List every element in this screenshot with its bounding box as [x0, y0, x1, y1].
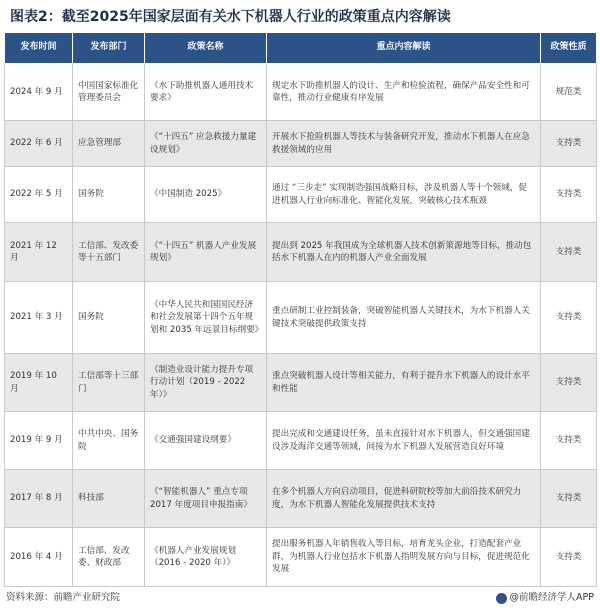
- table-row: [5, 528, 597, 587]
- cell-policy-name: 《中国制造 2025》: [145, 167, 267, 223]
- cell-nature: 支持类: [541, 282, 597, 354]
- cell-nature: 支持类: [541, 412, 597, 470]
- table-row: [5, 64, 597, 121]
- cell-dept: 科技部: [73, 470, 145, 528]
- cell-dept: 国务院: [73, 282, 145, 354]
- cell-nature: 支持类: [541, 167, 597, 223]
- source-note: 资料来源：前瞻产业研究院: [6, 592, 121, 603]
- cell-date: 2024 年 9 月: [5, 64, 73, 121]
- brand-logo-icon: [496, 593, 507, 604]
- header-name: 政策名称: [145, 33, 267, 64]
- cell-content: 提出完成和交通建设任务，虽未直接针对水下机器人，但交通强国建设涉及海洋交通等领域，间接为水下机器人发展营造良好环境: [267, 412, 541, 470]
- cell-dept: 应急管理部: [73, 121, 145, 167]
- table-row: [5, 167, 597, 223]
- brand-label: @前瞻经济学人APP: [509, 592, 594, 603]
- table-row: [5, 470, 597, 528]
- cell-nature: 支持类: [541, 528, 597, 587]
- cell-content: 通过 “三步走” 实现制造强国战略目标，涉及机器人等十个领域，促进机器人行业向标准化、智能化发展，突破核心技术瓶颈: [267, 167, 541, 223]
- table-row: [5, 223, 597, 282]
- cell-dept: 中共中央、国务院: [73, 412, 145, 470]
- cell-content: 提出到 2025 年我国成为全球机器人技术创新策源地等目标，推动包括水下机器人在内的机器人产业全面发展: [267, 223, 541, 282]
- cell-dept: 中国国家标准化管理委员会: [73, 64, 145, 121]
- table-header-row: [5, 33, 597, 64]
- cell-content: 重点突破机器人设计等相关能力，有利于提升水下机器人的设计水平和性能: [267, 354, 541, 412]
- header-date: 发布时间: [5, 33, 73, 64]
- cell-nature: 规范类: [541, 64, 597, 121]
- cell-content: 规定水下助推机器人的设计、生产和检验流程，确保产品安全性和可靠性，推动行业健康有序发展: [267, 64, 541, 121]
- cell-date: 2019 年 10 月: [5, 354, 73, 412]
- page-title: 图表2：截至2025年国家层面有关水下机器人行业的政策重点内容解读: [10, 9, 451, 25]
- cell-policy-name: 《水下助推机器人通用技术要求》: [145, 64, 267, 121]
- cell-date: 2022 年 5 月: [5, 167, 73, 223]
- table-row: [5, 121, 597, 167]
- brand-attribution: [496, 588, 594, 608]
- cell-policy-name: 《交通强国建设纲要》: [145, 412, 267, 470]
- cell-content: 重点研制工业控制装备，突破智能机器人关键技术，为水下机器人关键技术突破提供政策支持: [267, 282, 541, 354]
- cell-dept: 工信部、发改委等十五部门: [73, 223, 145, 282]
- table-row: [5, 354, 597, 412]
- cell-nature: 支持类: [541, 121, 597, 167]
- cell-date: 2019 年 9 月: [5, 412, 73, 470]
- cell-content: 提出服务机器人年销售收入等目标，培育龙头企业，打造配套产业群，为机器人行业包括水下机器人指明发展方向与目标，促进规范化发展: [267, 528, 541, 587]
- cell-policy-name: 《机器人产业发展规划（2016 - 2020 年）》: [145, 528, 267, 587]
- cell-dept: 工信部、发改委、财政部: [73, 528, 145, 587]
- cell-dept: 国务院: [73, 167, 145, 223]
- cell-nature: 支持类: [541, 470, 597, 528]
- header-content: 重点内容解读: [267, 33, 541, 64]
- cell-policy-name: 《“十四五” 机器人产业发展规划》: [145, 223, 267, 282]
- cell-dept: 工信部等十三部门: [73, 354, 145, 412]
- table-row: [5, 412, 597, 470]
- cell-nature: 支持类: [541, 354, 597, 412]
- cell-policy-name: 《“十四五” 应急救援力量建设规划》: [145, 121, 267, 167]
- table-row: [5, 282, 597, 354]
- header-nature: 政策性质: [541, 33, 597, 64]
- cell-date: 2021 年 3 月: [5, 282, 73, 354]
- cell-content: 开展水下抢险机器人等技术与装备研究开发，推动水下机器人在应急救援领域的应用: [267, 121, 541, 167]
- cell-date: 2022 年 6 月: [5, 121, 73, 167]
- cell-content: 在多个机器人方向启动项目，促进科研院校等加大前沿技术研究力度，为水下机器人智能化发展提供技术支持: [267, 470, 541, 528]
- cell-date: 2017 年 8 月: [5, 470, 73, 528]
- cell-nature: 支持类: [541, 223, 597, 282]
- policy-table: [4, 32, 597, 587]
- header-dept: 发布部门: [73, 33, 145, 64]
- cell-policy-name: 《中华人民共和国国民经济和社会发展第十四个五年规划和 2035 年远景目标纲要》: [145, 282, 267, 354]
- cell-date: 2016 年 4 月: [5, 528, 73, 587]
- cell-policy-name: 《制造业设计能力提升专项行动计划（2019 - 2022 年）》: [145, 354, 267, 412]
- cell-policy-name: 《“智能机器人” 重点专项 2017 年度项目申报指南》: [145, 470, 267, 528]
- footer: [6, 588, 594, 608]
- cell-date: 2021 年 12 月: [5, 223, 73, 282]
